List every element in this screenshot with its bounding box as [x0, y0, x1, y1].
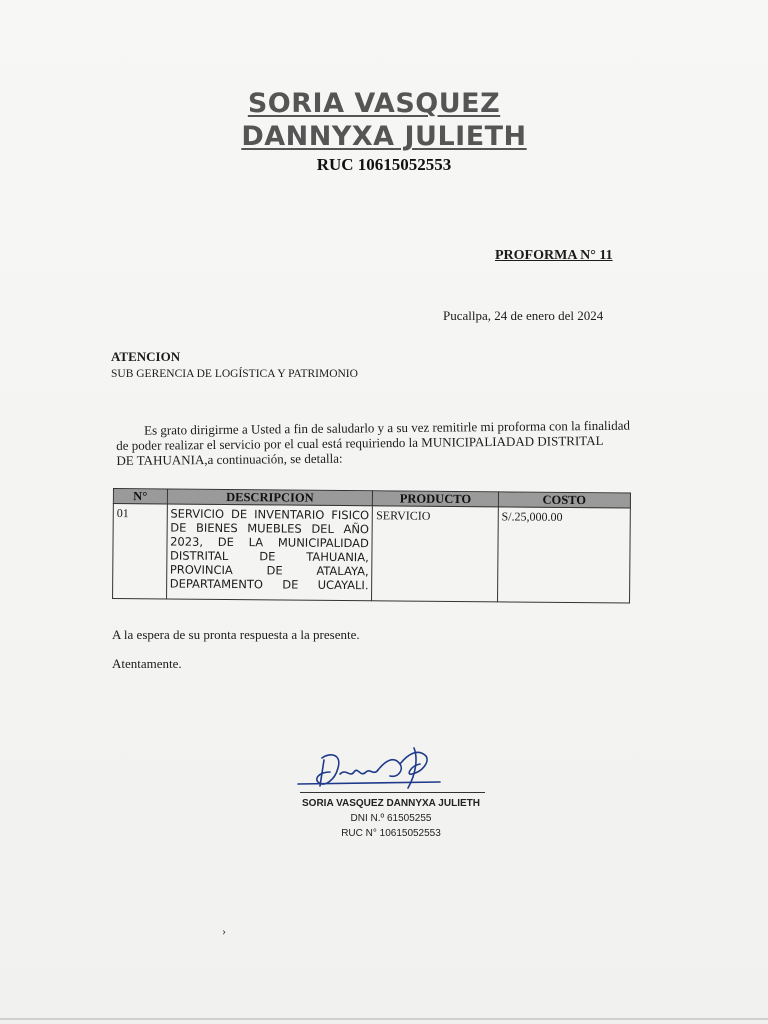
- closing-line: A la espera de su pronta respuesta a la presente.: [112, 627, 360, 642]
- header-number: N°: [113, 489, 167, 504]
- header-name-line1: SORIA VASQUEZ: [247, 88, 501, 119]
- scan-edge: [0, 1018, 768, 1020]
- proforma-title: PROFORMA N° 11: [495, 248, 613, 263]
- closing-farewell: Atentamente.: [112, 656, 182, 671]
- header-cost: COSTO: [498, 492, 630, 508]
- signature-name: SORIA VASQUEZ DANNYXA JULIETH: [302, 798, 480, 809]
- attention-department: SUB GERENCIA DE LOGÍSTICA Y PATRIMONIO: [111, 368, 358, 380]
- signature-block: [296, 796, 486, 841]
- header-product: PRODUCTO: [373, 491, 499, 507]
- document-date: Pucallpa, 24 de enero del 2024: [443, 308, 604, 323]
- signature-line: [300, 792, 485, 793]
- cell-cost: S/.25,000.00: [497, 507, 630, 603]
- intro-line-3: DE TAHUANIA,a continuación, se detalla:: [116, 450, 343, 468]
- cell-number: 01: [113, 504, 167, 599]
- header-name-line2: DANNYXA JULIETH: [241, 121, 527, 152]
- intro-paragraph: [116, 418, 632, 468]
- services-table: [112, 488, 631, 604]
- header-ruc: RUC 10615052553: [316, 155, 452, 174]
- attention-label: ATENCION: [111, 349, 181, 364]
- handwritten-signature: [290, 738, 450, 800]
- cell-description: SERVICIO DE INVENTARIO FISICO DE BIENES MUEBLES DEL AÑO 2023, DE LA MUNICIPALIDAD DISTRITAL DE TAHUANIA, PROVINCIA DE ATALAYA, DEPARTAMENTO DE UCAYALI.: [166, 504, 373, 601]
- table-row: [113, 504, 631, 604]
- signature-ruc: RUC N° 10615052553: [341, 828, 441, 839]
- header-description: DESCRIPCION: [167, 489, 373, 506]
- cell-product: SERVICIO: [372, 506, 498, 602]
- page-mark: ›: [222, 924, 226, 938]
- intro-line-1: Es grato dirigirme a Usted a fin de saludarlo y a su vez remitirle mi proforma con la finalidad: [143, 417, 631, 438]
- signature-dni: DNI N.º 61505255: [350, 813, 432, 824]
- intro-line-2: de poder realizar el servicio por el cual está requiriendo la MUNICIPALIADAD DISTRITAL: [116, 432, 604, 453]
